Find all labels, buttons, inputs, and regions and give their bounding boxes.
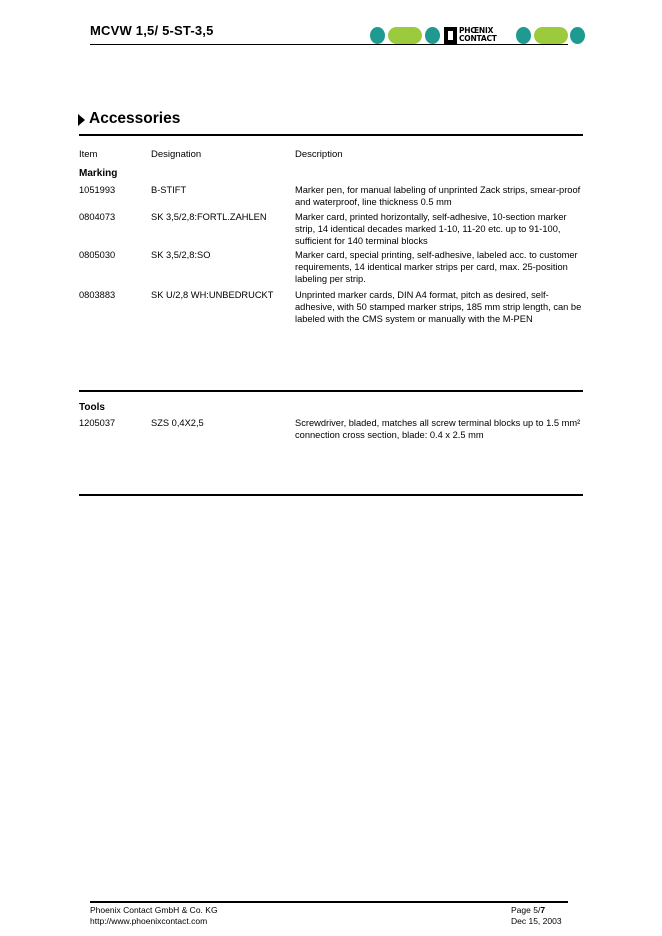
document-title: MCVW 1,5/ 5-ST-3,5 [90, 23, 214, 38]
group-label-tools: Tools [79, 402, 105, 413]
column-header-item: Item [79, 149, 98, 160]
row-description: Marker card, special printing, self-adhesive, labeled acc. to customer requirements, 14 identical marker strips per card, max. 25-position labeling per strip. [295, 250, 578, 285]
group-rule-marking [79, 390, 583, 392]
page-total: 7 [540, 905, 546, 915]
footer-date: Dec 15, 2003 [511, 916, 562, 926]
logo-dot-4 [570, 27, 585, 44]
header-rule [90, 44, 568, 45]
triangle-bullet-icon [78, 114, 85, 126]
logo-line-1: PHŒNIX [459, 26, 494, 35]
row-designation: SK 3,5/2,8:SO [151, 250, 211, 260]
footer-rule [90, 901, 568, 903]
logo-mark-icon [444, 27, 457, 44]
row-item: 1205037 [79, 418, 116, 428]
logo-pill-2 [534, 27, 568, 44]
column-header-designation: Designation [151, 149, 202, 160]
row-designation: SZS 0,4X2,5 [151, 418, 204, 428]
footer-page-number [511, 905, 545, 916]
row-description: Unprinted marker cards, DIN A4 format, pitch as desired, self-adhesive, with 50 stamped marker strips, 185 mm strip length, can be labeled with the CMS system or manually with the M-PEN [295, 290, 582, 325]
row-item: 0805030 [79, 250, 116, 260]
footer-url-link[interactable]: http://www.phoenixcontact.com [90, 916, 208, 926]
row-designation: B-STIFT [151, 185, 187, 195]
row-description: Marker pen, for manual labeling of unprinted Zack strips, smear-proof and waterproof, line thickness 0.5 mm [295, 185, 581, 208]
row-item: 0803883 [79, 290, 116, 300]
phoenix-contact-logo [370, 26, 586, 46]
row-item: 1051993 [79, 185, 116, 195]
section-heading-text: Accessories [89, 110, 181, 127]
row-designation: SK U/2,8 WH:UNBEDRUCKT [151, 290, 274, 300]
footer-company: Phoenix Contact GmbH & Co. KG [90, 905, 218, 915]
row-description: Marker card, printed horizontally, self-adhesive, 10-section marker strip, 14 identical decades marked 1-10, 11-20 etc. up to 91-100, sufficient for 140 terminal blocks [295, 212, 567, 247]
row-description: Screwdriver, bladed, matches all screw terminal blocks up to 1.5 mm² connection cross section, blade: 0.4 x 2.5 mm [295, 418, 581, 441]
column-header-description: Description [295, 149, 343, 160]
logo-pill-1 [388, 27, 422, 44]
group-label-marking: Marking [79, 168, 118, 179]
logo-wordmark [444, 26, 514, 45]
row-designation: SK 3,5/2,8:FORTL.ZAHLEN [151, 212, 267, 222]
row-item: 0804073 [79, 212, 116, 222]
logo-line-2: CONTACT [459, 34, 497, 43]
page-prefix: Page 5/ [511, 905, 541, 915]
section-rule [79, 134, 583, 136]
group-rule-tools [79, 494, 583, 496]
section-heading [78, 110, 180, 128]
logo-dot-3 [516, 27, 531, 44]
logo-dot-1 [370, 27, 385, 44]
logo-dot-2 [425, 27, 440, 44]
